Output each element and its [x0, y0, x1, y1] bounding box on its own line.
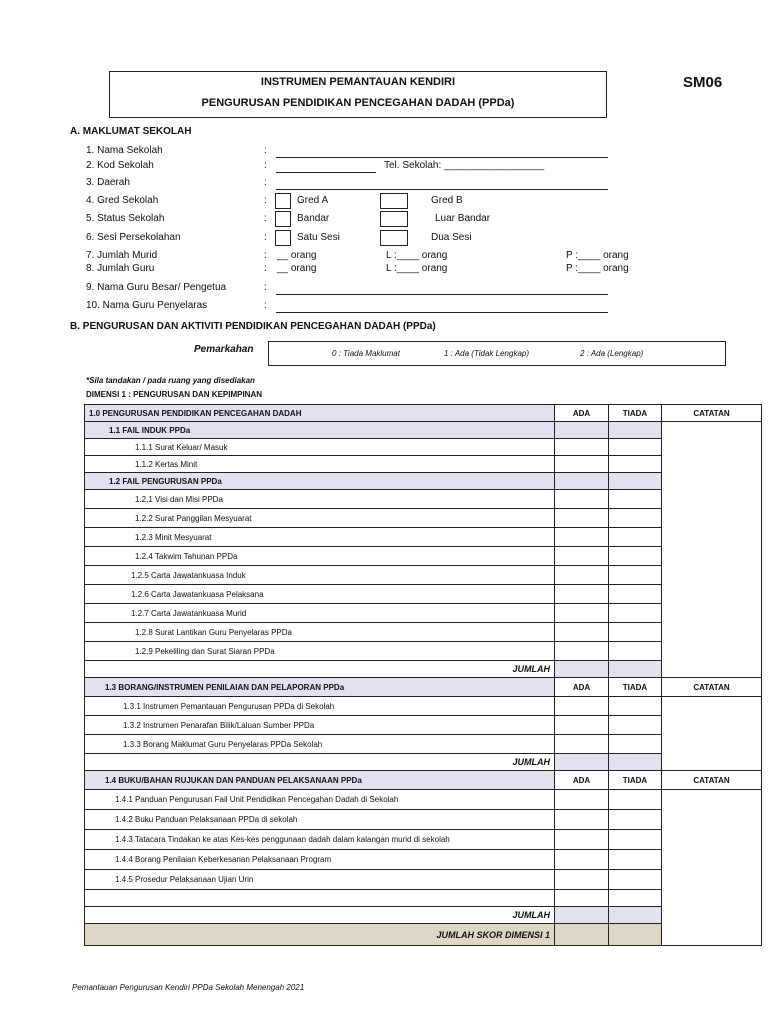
bandar-checkbox[interactable]	[275, 211, 291, 227]
label-status-sekolah: 5. Status Sekolah	[86, 213, 165, 224]
table-row	[85, 604, 762, 623]
colon: :	[264, 263, 267, 274]
ada-cell[interactable]	[555, 566, 609, 585]
daerah-field[interactable]	[276, 189, 608, 190]
gred-a-label: Gred A	[297, 195, 329, 206]
table-row	[85, 509, 762, 528]
tiada-cell[interactable]	[609, 810, 662, 830]
ada-cell[interactable]	[555, 697, 609, 716]
skor-tiada[interactable]	[609, 924, 662, 946]
guru-penyelaras-field[interactable]	[276, 312, 608, 313]
pemarkahan-label: Pemarkahan	[194, 344, 254, 355]
item-label: 1.1.2 Kertas Minit	[85, 456, 555, 473]
label-jumlah-guru: 8. Jumlah Guru	[86, 263, 155, 274]
ada-cell[interactable]	[555, 830, 609, 850]
table-row	[85, 850, 762, 870]
gred-a-checkbox[interactable]	[275, 193, 291, 209]
luar-bandar-label: Luar Bandar	[435, 213, 491, 224]
guru-total-field[interactable]: __ orang	[277, 263, 317, 274]
col-tiada: TIADA	[609, 405, 662, 422]
nama-sekolah-field[interactable]	[276, 157, 608, 158]
luar-bandar-checkbox[interactable]	[380, 211, 408, 227]
section-header: 1.4 BUKU/BAHAN RUJUKAN DAN PANDUAN PELAKSANAAN PPDa	[85, 771, 555, 790]
jumlah-ada[interactable]	[555, 754, 609, 771]
dua-sesi-label: Dua Sesi	[431, 232, 472, 243]
tel-sekolah-field[interactable]: Tel. Sekolah: __________________	[384, 160, 545, 171]
table-row	[85, 697, 762, 716]
table-row	[85, 439, 762, 456]
ada-cell[interactable]	[555, 810, 609, 830]
ada-cell[interactable]	[555, 790, 609, 810]
kod-sekolah-field[interactable]	[276, 172, 376, 173]
colon: :	[264, 282, 267, 293]
ada-cell[interactable]	[555, 890, 609, 907]
table-row	[85, 924, 762, 946]
item-label: 1.4.1 Panduan Pengurusan Fail Unit Pendidikan Pencegahan Dadah di Sekolah	[85, 790, 555, 810]
col-ada: ADA	[555, 405, 609, 422]
tiada-cell[interactable]	[609, 870, 662, 890]
item-label: 1.2.3 Minit Mesyuarat	[85, 528, 555, 547]
murid-p-field[interactable]: P :____ orang	[566, 250, 629, 261]
col-catatan: CATATAN	[662, 405, 762, 422]
jumlah-ada[interactable]	[555, 907, 609, 924]
item-label: 1.2.6 Carta Jawatankuasa Pelaksana	[85, 585, 555, 604]
table-row	[85, 735, 762, 754]
tiada-cell[interactable]	[609, 642, 662, 661]
table-row	[85, 585, 762, 604]
instruction-text: *Sila tandakan / pada ruang yang disediakan	[86, 376, 255, 385]
table-row	[85, 456, 762, 473]
blank-row	[85, 890, 555, 907]
tiada-cell[interactable]	[609, 716, 662, 735]
section-a-title: A. MAKLUMAT SEKOLAH	[70, 126, 192, 137]
bandar-label: Bandar	[297, 213, 330, 224]
tiada-cell[interactable]	[609, 604, 662, 623]
ada-cell[interactable]	[555, 509, 609, 528]
tiada-cell[interactable]	[609, 735, 662, 754]
score-1: 1 : Ada (Tidak Lengkap)	[444, 349, 530, 358]
tiada-cell[interactable]	[609, 830, 662, 850]
table-row	[85, 547, 762, 566]
guru-p-field[interactable]: P :____ orang	[566, 263, 629, 274]
table-row	[85, 907, 762, 924]
ada-cell[interactable]	[555, 870, 609, 890]
col-catatan: CATATAN	[662, 771, 762, 790]
murid-total-field[interactable]: __ orang	[277, 250, 317, 261]
label-nama-sekolah: 1. Nama Sekolah	[86, 145, 163, 156]
table-row	[85, 405, 762, 422]
ada-cell[interactable]	[555, 850, 609, 870]
colon: :	[264, 232, 267, 243]
tiada-cell[interactable]	[609, 890, 662, 907]
jumlah-ada[interactable]	[555, 661, 609, 678]
item-label: 1.3.1 Instrumen Pemantauan Pengurusan PPDa di Sekolah	[85, 697, 555, 716]
table-row	[85, 890, 762, 907]
satu-sesi-label: Satu Sesi	[297, 232, 340, 243]
jumlah-tiada[interactable]	[609, 754, 662, 771]
catatan-cell[interactable]	[662, 790, 762, 946]
tiada-cell[interactable]	[609, 623, 662, 642]
label-guru-penyelaras: 10. Nama Guru Penyelaras	[86, 300, 208, 311]
jumlah-tiada[interactable]	[609, 661, 662, 678]
col-tiada: TIADA	[609, 771, 662, 790]
section-header: 1.3 BORANG/INSTRUMEN PENILAIAN DAN PELAPORAN PPDa	[85, 678, 555, 697]
jumlah-label: JUMLAH	[85, 907, 555, 924]
item-label: 1.4.2 Buku Panduan Pelaksanaan PPDa di sekolah	[85, 810, 555, 830]
item-label: 1.2.7 Carta Jawatankuasa Murid	[85, 604, 555, 623]
item-label: 1.2.2 Surat Panggilan Mesyuarat	[85, 509, 555, 528]
tiada-cell[interactable]	[609, 439, 662, 456]
colon: :	[264, 145, 267, 156]
score-0: 0 : Tiada Maklumat	[332, 349, 400, 358]
gred-b-checkbox[interactable]	[380, 193, 408, 209]
catatan-cell[interactable]	[662, 422, 762, 678]
ada-cell[interactable]	[555, 585, 609, 604]
label-daerah: 3. Daerah	[86, 177, 130, 188]
tiada-cell[interactable]	[609, 697, 662, 716]
table-row	[85, 490, 762, 509]
ada-cell[interactable]	[555, 456, 609, 473]
score-2: 2 : Ada (Lengkap)	[580, 349, 644, 358]
col-tiada: TIADA	[609, 678, 662, 697]
ada-cell[interactable]	[555, 528, 609, 547]
subsection-header: 1.1 FAIL INDUK PPDa	[85, 422, 555, 439]
item-label: 1.4.3 Tatacara Tindakan ke atas Kes-kes penggunaan dadah dalam kalangan murid di sekolah	[85, 830, 555, 850]
tiada-cell[interactable]	[609, 850, 662, 870]
ada-cell[interactable]	[555, 439, 609, 456]
label-jumlah-murid: 7. Jumlah Murid	[86, 250, 158, 261]
table-row	[85, 754, 762, 771]
tiada-cell[interactable]	[609, 790, 662, 810]
skor-ada[interactable]	[555, 924, 609, 946]
item-label: 1.3.2 Instrumen Penarafan Bilik/Laluan Sumber PPDa	[85, 716, 555, 735]
jumlah-label: JUMLAH	[85, 661, 555, 678]
label-guru-besar: 9. Nama Guru Besar/ Pengetua	[86, 282, 227, 293]
table-row	[85, 422, 762, 439]
ada-cell[interactable]	[555, 490, 609, 509]
section-header: 1.0 PENGURUSAN PENDIDIKAN PENCEGAHAN DADAH	[85, 405, 555, 422]
table-row	[85, 716, 762, 735]
table-row	[85, 473, 762, 490]
colon: :	[264, 160, 267, 171]
tiada-cell[interactable]	[609, 509, 662, 528]
colon: :	[264, 250, 267, 261]
jumlah-tiada[interactable]	[609, 907, 662, 924]
table-row	[85, 790, 762, 810]
jumlah-skor-label: JUMLAH SKOR DIMENSI 1	[85, 924, 555, 946]
doc-subtitle: PENGURUSAN PENDIDIKAN PENCEGAHAN DADAH (PPDa)	[201, 97, 515, 109]
subsection-header: 1.2 FAIL PENGURUSAN PPDa	[85, 473, 555, 490]
doc-title: INSTRUMEN PEMANTAUAN KENDIRI	[260, 76, 456, 88]
page-footer: Pemantauan Pengurusan Kendiri PPDa Sekolah Menengah 2021	[72, 983, 305, 992]
item-label: 1.2.1 Visi dan Misi PPDa	[85, 490, 555, 509]
item-label: 1.2.8 Surat Lantikan Guru Penyelaras PPDa	[85, 623, 555, 642]
item-label: 1.4.4 Borang Penilaian Keberkesanan Pelaksanaan Program	[85, 850, 555, 870]
table-row	[85, 566, 762, 585]
ada-cell[interactable]	[555, 716, 609, 735]
tiada-cell[interactable]	[609, 528, 662, 547]
table-row	[85, 528, 762, 547]
tiada-cell[interactable]	[609, 547, 662, 566]
section-b-title: B. PENGURUSAN DAN AKTIVITI PENDIDIKAN PENCEGAHAN DADAH (PPDa)	[70, 321, 436, 332]
item-label: 1.2.4 Takwim Tahunan PPDa	[85, 547, 555, 566]
table-row	[85, 642, 762, 661]
item-label: 1.4.5 Prosedur Pelaksanaan Ujian Urin	[85, 870, 555, 890]
col-catatan: CATATAN	[662, 678, 762, 697]
col-ada: ADA	[555, 771, 609, 790]
guru-besar-field[interactable]	[276, 294, 608, 295]
tiada-cell[interactable]	[609, 566, 662, 585]
catatan-cell[interactable]	[662, 697, 762, 771]
colon: :	[264, 213, 267, 224]
satu-sesi-checkbox[interactable]	[275, 230, 291, 246]
tiada-cell[interactable]	[609, 490, 662, 509]
colon: :	[264, 195, 267, 206]
col-ada: ADA	[555, 678, 609, 697]
table-row	[85, 678, 762, 697]
gred-b-label: Gred B	[431, 195, 463, 206]
ada-cell[interactable]	[555, 623, 609, 642]
guru-l-field[interactable]: L :____ orang	[386, 263, 448, 274]
tiada-cell[interactable]	[609, 585, 662, 604]
table-row	[85, 661, 762, 678]
label-kod-sekolah: 2. Kod Sekolah	[86, 160, 154, 171]
item-label: 1.2.9 Pekeliling dan Surat Siaran PPDa	[85, 642, 555, 661]
table-row	[85, 830, 762, 850]
jumlah-label: JUMLAH	[85, 754, 555, 771]
item-label: 1.2.5 Carta Jawatankuasa Induk	[85, 566, 555, 585]
label-gred-sekolah: 4. Gred Sekolah	[86, 195, 159, 206]
ada-cell[interactable]	[555, 604, 609, 623]
murid-l-field[interactable]: L :____ orang	[386, 250, 448, 261]
ada-cell[interactable]	[555, 642, 609, 661]
assessment-table	[84, 404, 762, 946]
label-sesi: 6. Sesi Persekolahan	[86, 232, 181, 243]
table-row	[85, 810, 762, 830]
ada-cell[interactable]	[555, 735, 609, 754]
dua-sesi-checkbox[interactable]	[380, 230, 408, 246]
item-label: 1.1.1 Surat Keluar/ Masuk	[85, 439, 555, 456]
table-row	[85, 623, 762, 642]
form-code: SM06	[683, 74, 723, 91]
ada-cell[interactable]	[555, 547, 609, 566]
table-row	[85, 870, 762, 890]
table-row	[85, 771, 762, 790]
item-label: 1.3.3 Borang Maklumat Guru Penyelaras PPDa Sekolah	[85, 735, 555, 754]
colon: :	[264, 300, 267, 311]
dimensi-title: DIMENSI 1 : PENGURUSAN DAN KEPIMPINAN	[86, 390, 263, 399]
colon: :	[264, 177, 267, 188]
tiada-cell[interactable]	[609, 456, 662, 473]
